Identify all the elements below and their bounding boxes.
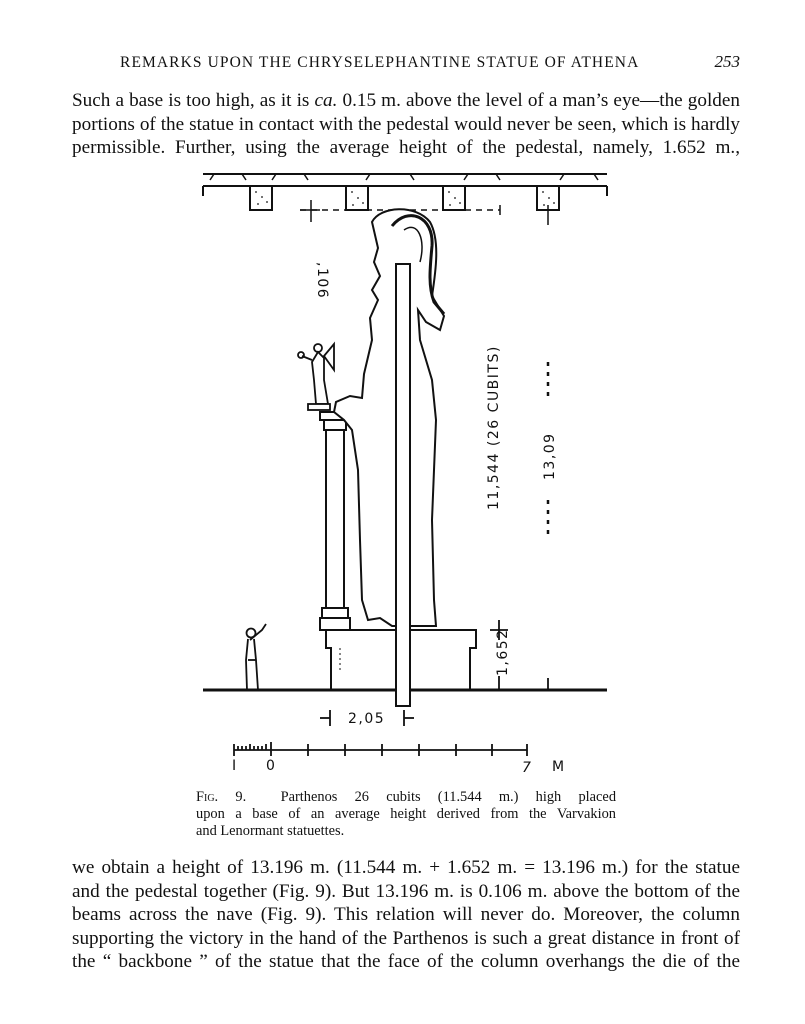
page-number: 253 [714, 52, 740, 71]
running-head-title: REMARKS UPON THE CHRYSELEPHANTINE STATUE OF ATHENA [120, 54, 640, 71]
beam-stipple [255, 191, 555, 206]
victory-support-column [320, 412, 350, 630]
paragraph-bottom [72, 856, 740, 974]
figure-label: Fig. 9. [196, 789, 247, 805]
caption-line-3: and Lenormant statuettes. [196, 823, 345, 839]
paragraph-bottom-line-5: the “ backbone ” of the statue that the face of the column overhangs the die of the [72, 951, 740, 973]
caption-text: Parthenos 26 cubits (11.544 m.) high placed [280, 789, 617, 805]
scale-bar [234, 742, 527, 756]
figure-caption [196, 789, 616, 840]
label-top-gap: ,106 [314, 262, 330, 300]
victory-statuette [298, 344, 334, 410]
label-statue-height: 11,544 (26 CUBITS) [486, 345, 502, 510]
athena-statue-silhouette [334, 209, 444, 626]
paragraph-bottom-line-4: supporting the victory in the hand of the Parthenos is such a great distance in front of [72, 927, 740, 949]
label-pedestal-height: 1,652 [495, 628, 511, 676]
scale-label-unit: M [552, 759, 565, 775]
paragraph-bottom-line-2: and the pedestal together (Fig. 9). But 13.196 m. is 0.106 m. above the bottom of the [72, 880, 740, 902]
statue-backbone-post [396, 264, 410, 706]
paragraph-bottom-line-1: we obtain a height of 13.196 m. (11.544 m. + 1.652 m. = 13.196 m.) for the statue [72, 857, 740, 878]
caption-line-2: upon a base of an average height derived from the Varvakion [196, 806, 616, 822]
paragraph-bottom-line-3: beams across the nave (Fig. 9). This relation will never do. Moreover, the column [72, 904, 740, 926]
italic-abbreviation: ca. [314, 90, 338, 111]
text-segment: Such a base is too high, as it is [72, 90, 315, 111]
ceiling-beams [203, 174, 607, 210]
paragraph-top-line-2: portions of the statue in contact with the pedestal would never be seen, which is hardly [72, 113, 740, 135]
human-figure [246, 624, 266, 690]
text-segment: 0.15 m. above the level of a man’s eye—the golden [337, 90, 741, 111]
label-total-height: 13,09 [542, 432, 558, 480]
scale-label-end: 7 [522, 760, 531, 776]
scale-label-zero: 0 [266, 758, 275, 774]
scale-label-left: I [232, 758, 237, 774]
caption-line-1 [196, 789, 616, 806]
paragraph-top-line-3: permissible. Further, using the average height of the pedestal, namely, 1.652 m., [72, 137, 740, 159]
label-base-width: 2,05 [348, 711, 386, 727]
